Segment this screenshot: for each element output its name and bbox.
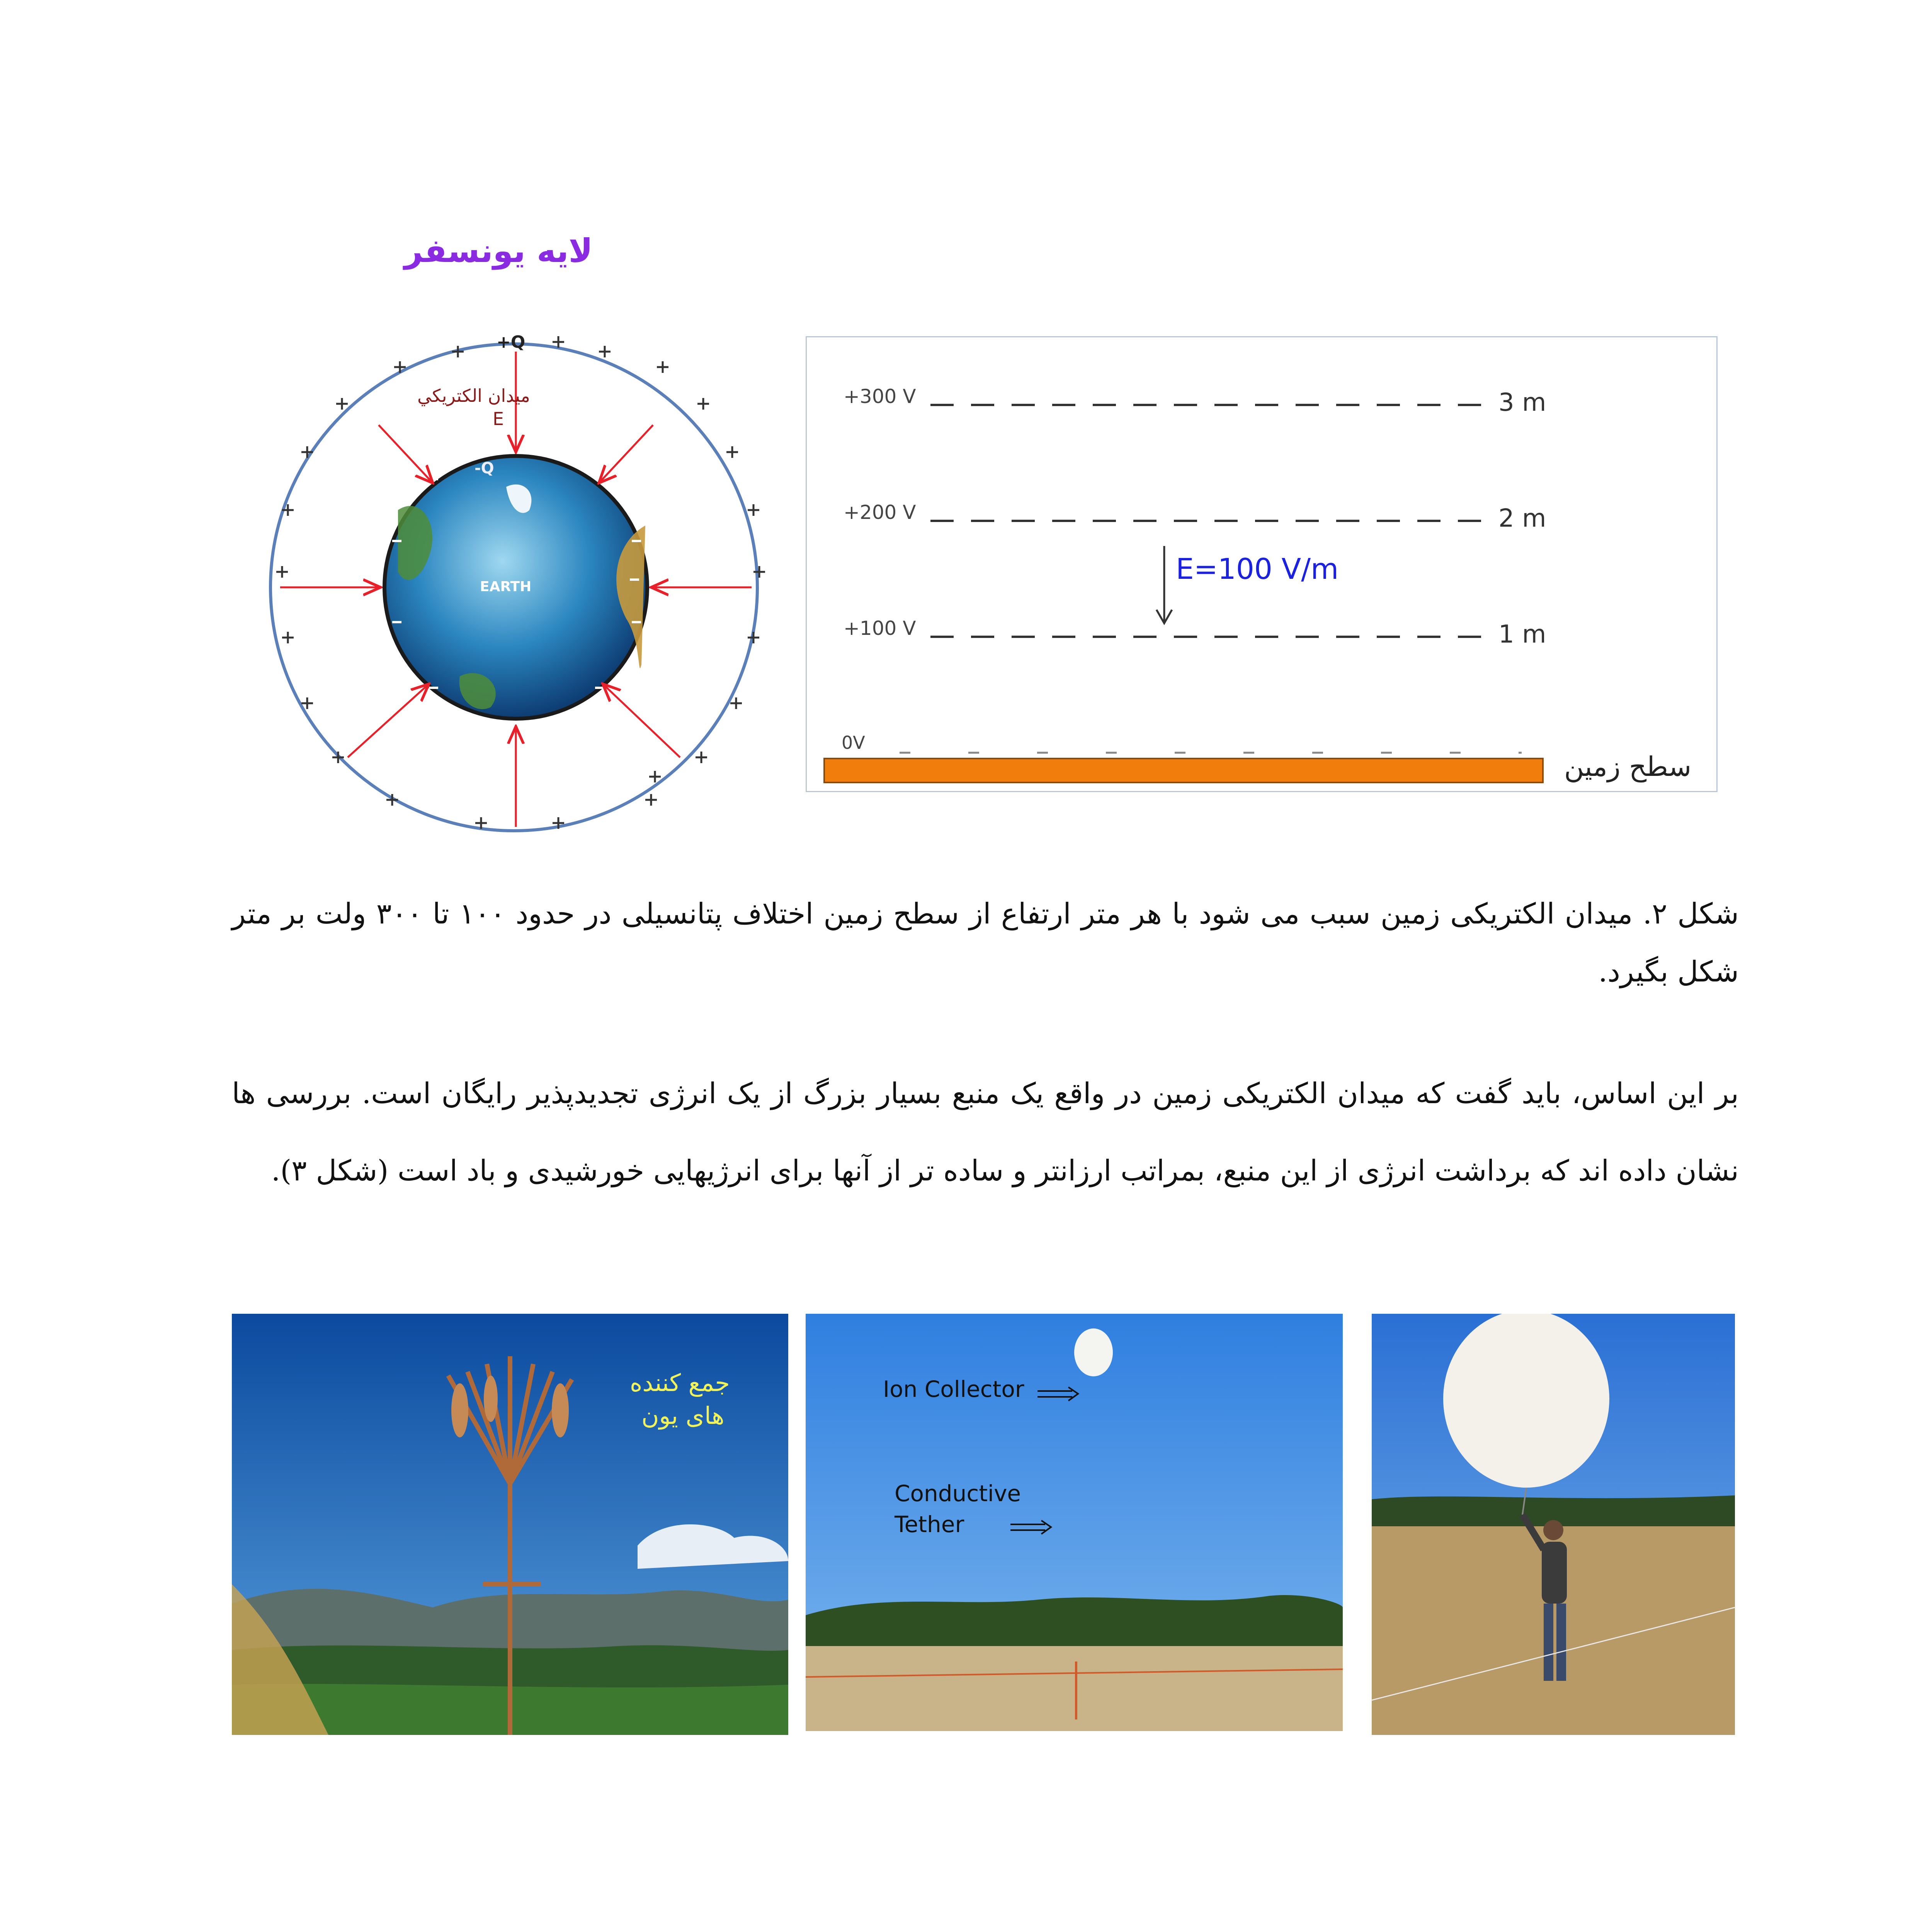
- equipotential-lines: [930, 405, 1495, 637]
- level-height-2m: 2 m: [1498, 504, 1546, 533]
- balloon: [1074, 1328, 1113, 1376]
- photo2-label-tether-2: Tether: [895, 1511, 964, 1537]
- figure2-caption: شکل ۲. میدان الکتریکی زمین سبب می شود با هر متر ارتفاع از سطح زمین اختلاف پتانسیلی در حدود ۱۰۰ تا ۳۰۰ ولت بر متر شکل بگیرد.: [232, 897, 1739, 988]
- photo-balloon-tether: [806, 1314, 1343, 1731]
- ground-voltage: 0V: [842, 732, 865, 753]
- ground-label: سطح زمین: [1564, 751, 1692, 782]
- inner-charge-label: -Q: [474, 459, 494, 477]
- ground-bar: [824, 759, 1543, 782]
- level-voltage-300: +300 V: [844, 385, 916, 408]
- earth-field-diagram: [259, 309, 777, 842]
- photo1-label-line1: جمع کننده: [630, 1369, 730, 1397]
- field-label: میدان الکتریکي: [417, 385, 530, 406]
- level-height-3m: 3 m: [1498, 388, 1546, 417]
- level-voltage-100: +100 V: [844, 617, 916, 639]
- ionosphere-title: لایه یونسفر: [404, 232, 593, 270]
- outer-charge-label: +Q: [497, 332, 526, 352]
- photo1-label-line2: های یون: [641, 1401, 724, 1430]
- photo-person-balloon: [1372, 1314, 1735, 1735]
- level-height-1m: 1 m: [1498, 620, 1546, 649]
- field-symbol: E: [493, 408, 504, 429]
- body-paragraph: بر این اساس، باید گفت که میدان الکتریکی زمین در واقع یک منبع بسیار بزرگ از یک انرژی تجدیدپذیر رایگان است. بررسی ها نشان داده اند که برداشت انرژی از این منبع، بمراتب ارزانتر و ساده تر از آنها برای انرژیهایی خورشیدی و باد است (شکل ۳).: [232, 1077, 1739, 1187]
- photo-ion-collectors: [232, 1314, 788, 1735]
- photo2-label-tether-1: Conductive: [895, 1480, 1021, 1507]
- photo2-label-collector: Ion Collector: [883, 1376, 1024, 1402]
- large-balloon: [1443, 1314, 1609, 1488]
- potential-diagram: [806, 336, 1718, 792]
- field-value: E=100 V/m: [1176, 553, 1339, 586]
- field-arrow: [1156, 546, 1172, 623]
- level-voltage-200: +200 V: [844, 501, 916, 524]
- earth-label: EARTH: [480, 579, 532, 595]
